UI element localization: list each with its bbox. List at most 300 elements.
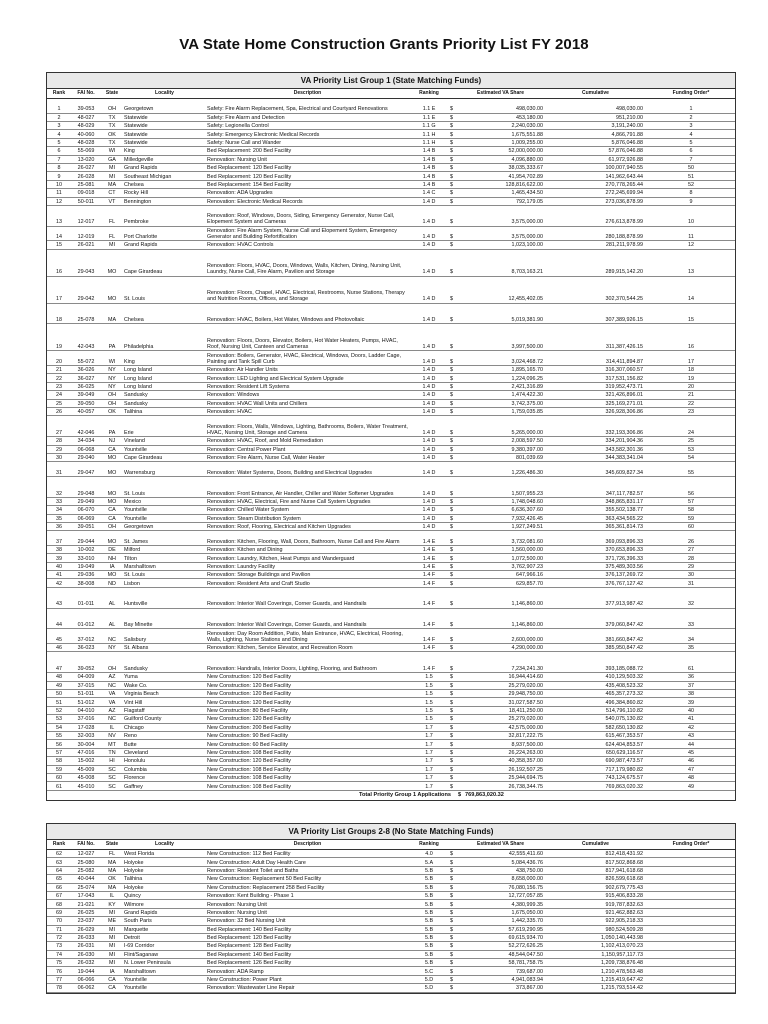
funding-order-cell: 31 xyxy=(688,580,694,587)
description-cell: Renovation: HVAC, Boilers, Hot Water, Windows and Photovoltaic xyxy=(207,317,365,324)
estimated-va-share-cell: 1,560,000.00 xyxy=(511,547,543,554)
description-cell: Renovation: Windows xyxy=(207,392,260,399)
cumulative-cell: 498,030.00 xyxy=(616,106,643,113)
estimated-va-share-cell: 5,019,381.90 xyxy=(511,317,543,324)
funding-order-cell: 8 xyxy=(689,190,693,197)
group-1-total-value: 769,863,020.32 xyxy=(465,791,504,798)
ranking-cell: 1.4 D xyxy=(422,317,436,324)
currency-cell: $ xyxy=(450,884,453,891)
rank-cell: 48 xyxy=(56,674,62,681)
fai-no-cell: 42-046 xyxy=(77,430,95,436)
ranking-cell: 1.4 F xyxy=(422,636,436,643)
locality-cell: Gaffney xyxy=(124,783,143,790)
ranking-cell: 1.4 D xyxy=(422,242,436,249)
description-cell: New Construction: 120 Bed Facility xyxy=(207,699,291,706)
state-cell: KY xyxy=(108,901,116,908)
table-row xyxy=(47,391,735,399)
fai-no-cell: 06-068 xyxy=(77,446,95,453)
state-cell: GA xyxy=(108,156,116,163)
table-row xyxy=(47,774,735,782)
cumulative-cell: 812,418,431.92 xyxy=(605,851,643,858)
ranking-cell: 5.B xyxy=(424,926,434,933)
locality-cell: Vineland xyxy=(124,438,145,445)
rank-cell: 4 xyxy=(57,131,61,138)
funding-order-cell: 10 xyxy=(688,219,694,226)
description-cell: Bed Replacement: 200 Bed Facility xyxy=(207,148,292,155)
fai-no-cell: 01-011 xyxy=(77,601,95,608)
group-2-header: VA Priority List Groups 2-8 (No State Matching Funds) xyxy=(47,824,735,840)
rank-cell: 57 xyxy=(56,749,62,756)
table-row xyxy=(47,732,735,740)
table-row xyxy=(47,934,735,942)
description-cell: New Construction: 120 Bed Facility xyxy=(207,682,291,689)
ranking-cell: 5.B xyxy=(424,867,434,874)
currency-cell: $ xyxy=(450,507,453,514)
funding-order-cell: 39 xyxy=(688,699,694,706)
estimated-va-share-cell: 5,265,000.00 xyxy=(511,430,543,436)
table-row xyxy=(47,515,735,523)
currency-cell: $ xyxy=(450,645,453,652)
ranking-cell: 1.7 xyxy=(425,724,433,731)
state-cell: MO xyxy=(107,269,117,276)
ranking-cell: 1.4 D xyxy=(422,438,436,445)
fai-no-cell: 36-023 xyxy=(77,645,95,652)
currency-cell: $ xyxy=(450,563,453,570)
state-cell: OK xyxy=(108,131,116,138)
state-cell: AL xyxy=(108,601,116,608)
cumulative-cell: 1,215,419,647.42 xyxy=(601,977,643,984)
currency-cell: $ xyxy=(450,490,453,497)
estimated-va-share-cell: 498,030.00 xyxy=(516,106,543,113)
rank-cell: 55 xyxy=(56,733,62,740)
funding-order-cell: 43 xyxy=(688,733,694,740)
currency-cell: $ xyxy=(450,926,453,933)
fai-no-cell: 39-051 xyxy=(77,524,95,531)
cumulative-cell: 376,767,127.42 xyxy=(605,580,643,587)
ranking-cell: 1.7 xyxy=(425,733,433,740)
estimated-va-share-cell: 7,932,426.45 xyxy=(511,515,543,522)
locality-cell: Reno xyxy=(124,733,137,740)
description-cell: New Construction: 108 Bed Facility xyxy=(207,766,291,773)
locality-cell: Talihina xyxy=(124,876,143,883)
cumulative-cell: 922,905,218.33 xyxy=(605,918,643,925)
currency-cell: $ xyxy=(450,682,453,689)
fai-no-cell: 45-009 xyxy=(77,766,95,773)
estimated-va-share-cell: 3,732,081.60 xyxy=(511,538,543,545)
currency-cell: $ xyxy=(450,242,453,249)
table-row xyxy=(47,99,735,114)
locality-cell: Yountville xyxy=(124,507,147,514)
funding-order-cell: 15 xyxy=(688,317,694,324)
description-cell: Renovation: Boilers, Generator, HVAC, Electrical, Windows, Doors, Ladder Cage, Painting and Tank Spill Curb xyxy=(207,352,402,365)
cumulative-cell: 311,387,426.15 xyxy=(605,344,643,351)
ranking-cell: 1.7 xyxy=(425,758,433,765)
state-cell: TX xyxy=(108,123,116,130)
currency-cell: $ xyxy=(450,469,453,476)
table-row xyxy=(47,652,735,673)
cumulative-cell: 376,137,269.72 xyxy=(605,572,643,579)
table-row xyxy=(47,757,735,765)
ranking-cell: 1.7 xyxy=(425,749,433,756)
cumulative-cell: 817,502,868.68 xyxy=(605,859,643,866)
currency-cell: $ xyxy=(450,960,453,967)
rank-cell: 71 xyxy=(56,926,62,933)
estimated-va-share-cell: 48,544,047.50 xyxy=(508,951,543,958)
table-row xyxy=(47,416,735,437)
state-cell: WI xyxy=(108,358,116,365)
cumulative-cell: 717,179,980.82 xyxy=(605,766,643,773)
fai-no-cell: 39-050 xyxy=(77,400,95,407)
table-row xyxy=(47,690,735,698)
fai-no-cell: 10-002 xyxy=(77,547,95,554)
ranking-cell: 1.7 xyxy=(425,783,433,790)
ranking-cell: 5.C xyxy=(424,968,434,975)
currency-cell: $ xyxy=(450,148,453,155)
table-row xyxy=(47,366,735,374)
locality-cell: Statewide xyxy=(124,123,148,130)
estimated-va-share-cell: 2,008,597.50 xyxy=(511,438,543,445)
locality-cell: Columbia xyxy=(124,766,147,773)
fai-no-cell: 50-011 xyxy=(77,198,95,205)
funding-order-cell: 5 xyxy=(689,139,693,146)
locality-cell: Cape Girardeau xyxy=(124,269,163,276)
estimated-va-share-cell: 8,658,000.00 xyxy=(511,876,543,883)
fai-no-cell: 51-011 xyxy=(77,691,95,698)
locality-cell: Yountville xyxy=(124,515,147,522)
description-cell: Renovation: Resident Lift Systems xyxy=(207,384,290,391)
currency-cell: $ xyxy=(450,181,453,188)
locality-cell: St. Louis xyxy=(124,490,145,497)
col-funding-order: Funding Order* xyxy=(672,841,710,847)
funding-order-cell: 51 xyxy=(688,173,694,180)
fai-no-cell: 33-010 xyxy=(77,555,95,562)
rank-cell: 77 xyxy=(56,977,62,984)
fai-no-cell: 13-020 xyxy=(77,156,95,163)
ranking-cell: 5.B xyxy=(424,951,434,958)
estimated-va-share-cell: 42,555,411.60 xyxy=(508,851,543,858)
rank-cell: 17 xyxy=(56,296,62,303)
cumulative-cell: 743,124,675.57 xyxy=(605,775,643,782)
estimated-va-share-cell: 3,575,000.00 xyxy=(511,234,543,241)
description-cell: Renovation: Floors, Chapel, HVAC, Electrical, Restrooms, Nurse Stations, Therapy and Nutrition Rooms, Offices, and Storage xyxy=(207,290,405,303)
table-row xyxy=(47,250,735,277)
estimated-va-share-cell: 8,703,163.21 xyxy=(511,269,543,276)
currency-cell: $ xyxy=(450,909,453,916)
ranking-cell: 1.4 D xyxy=(422,269,436,276)
table-row xyxy=(47,588,735,609)
col-fai-no: FAI No. xyxy=(77,90,95,96)
state-cell: SC xyxy=(108,783,116,790)
currency-cell: $ xyxy=(450,156,453,163)
funding-order-cell: 2 xyxy=(689,114,693,121)
description-cell: New Construction: Power Plant xyxy=(207,977,282,984)
fai-no-cell: 06-069 xyxy=(77,515,95,522)
table-row xyxy=(47,172,735,180)
currency-cell: $ xyxy=(450,691,453,698)
col-rank: Rank xyxy=(52,841,66,847)
currency-cell: $ xyxy=(450,114,453,121)
estimated-va-share-cell: 438,750.00 xyxy=(516,867,543,874)
locality-cell: Milledgeville xyxy=(124,156,154,163)
estimated-va-share-cell: 4,096,880.00 xyxy=(511,156,543,163)
table-row xyxy=(47,850,735,858)
funding-order-cell: 37 xyxy=(688,682,694,689)
rank-cell: 9 xyxy=(57,173,61,180)
table-row xyxy=(47,749,735,757)
rank-cell: 56 xyxy=(56,741,62,748)
ranking-cell: 1.5 xyxy=(425,699,433,706)
fai-no-cell: 04-009 xyxy=(77,674,95,681)
funding-order-cell: 56 xyxy=(688,490,694,497)
currency-cell: $ xyxy=(450,674,453,681)
fai-no-cell: 06-070 xyxy=(77,507,95,514)
rank-cell: 7 xyxy=(57,156,61,163)
currency-cell: $ xyxy=(450,173,453,180)
cumulative-cell: 902,679,775.43 xyxy=(605,884,643,891)
estimated-va-share-cell: 1,224,096.25 xyxy=(511,375,543,382)
fai-no-cell: 26-031 xyxy=(77,943,95,950)
estimated-va-share-cell: 2,240,030.00 xyxy=(511,123,543,130)
state-cell: PA xyxy=(108,430,116,436)
fai-no-cell: 29-047 xyxy=(77,469,95,476)
table-row xyxy=(47,164,735,172)
description-cell: Renovation: 32 Bed Nursing Unit xyxy=(207,918,286,925)
state-cell: MI xyxy=(109,943,115,950)
group-2-column-headers xyxy=(47,840,735,850)
funding-order-cell: 25 xyxy=(688,438,694,445)
locality-cell: Sandusky xyxy=(124,400,148,407)
fai-no-cell: 26-033 xyxy=(77,935,95,942)
cumulative-cell: 650,629,116.57 xyxy=(605,749,643,756)
fai-no-cell: 06-066 xyxy=(77,977,95,984)
estimated-va-share-cell: 1,072,500.00 xyxy=(511,555,543,562)
table-row xyxy=(47,942,735,950)
description-cell: Safety: Nurse Call and Wander xyxy=(207,139,282,146)
description-cell: New Construction: 90 Bed Facility xyxy=(207,733,288,740)
cumulative-cell: 334,201,904.36 xyxy=(605,438,643,445)
group-1-header: VA Priority List Group 1 (State Matching Funds) xyxy=(47,73,735,89)
rank-cell: 74 xyxy=(56,951,62,958)
state-cell: VA xyxy=(108,699,116,706)
estimated-va-share-cell: 26,224,263.00 xyxy=(508,749,543,756)
fai-no-cell: 48-027 xyxy=(77,114,95,121)
ranking-cell: 1.4 D xyxy=(422,392,436,399)
state-cell: VA xyxy=(108,691,116,698)
currency-cell: $ xyxy=(450,622,453,629)
description-cell: Renovation: Kitchen, Flooring, Wall, Doors, Bathroom, Nurse Call and Fire Alarm xyxy=(207,538,400,545)
estimated-va-share-cell: 26,738,344.75 xyxy=(508,783,543,790)
funding-order-cell: 33 xyxy=(688,622,694,629)
funding-order-cell: 21 xyxy=(688,392,694,399)
estimated-va-share-cell: 1,023,100.00 xyxy=(511,242,543,249)
funding-order-cell: 40 xyxy=(688,708,694,714)
estimated-va-share-cell: 52,000,000.00 xyxy=(508,148,543,155)
description-cell: Bed Replacement: 126 Bed Facility xyxy=(207,960,292,967)
group-1-total-label: Total Priority Group 1 Applications xyxy=(359,791,451,798)
estimated-va-share-cell: 3,762,907.23 xyxy=(511,563,543,570)
table-row xyxy=(47,114,735,122)
rank-cell: 33 xyxy=(56,498,62,505)
funding-order-cell: 30 xyxy=(688,572,694,579)
rank-cell: 54 xyxy=(56,724,62,731)
locality-cell: Chelsea xyxy=(124,181,144,188)
currency-cell: $ xyxy=(450,165,453,172)
locality-cell: Detroit xyxy=(124,935,140,942)
rank-cell: 22 xyxy=(56,375,62,382)
state-cell: MO xyxy=(107,538,117,545)
state-cell: NV xyxy=(108,733,116,740)
cumulative-cell: 61,972,926.88 xyxy=(608,156,643,163)
fai-no-cell: 23-037 xyxy=(77,918,95,925)
rank-cell: 76 xyxy=(56,968,62,975)
description-cell: Renovation: Electronic Medical Records xyxy=(207,198,303,205)
description-cell: Bed Replacement: 154 Bed Facility xyxy=(207,181,292,188)
state-cell: OK xyxy=(108,876,116,883)
state-cell: WI xyxy=(108,148,116,155)
table-row xyxy=(47,383,735,391)
table-row xyxy=(47,156,735,164)
locality-cell: Port Charlotte xyxy=(124,234,158,241)
locality-cell: West Florida xyxy=(124,851,155,858)
locality-cell: St. James xyxy=(124,538,148,545)
cumulative-cell: 540,075,130.82 xyxy=(605,716,643,723)
rank-cell: 58 xyxy=(56,758,62,765)
funding-order-cell: 20 xyxy=(688,384,694,391)
estimated-va-share-cell: 7,234,241.30 xyxy=(511,666,543,673)
fai-no-cell: 37-015 xyxy=(77,682,95,689)
table-row xyxy=(47,926,735,934)
estimated-va-share-cell: 6,636,307.60 xyxy=(511,507,543,514)
rank-cell: 13 xyxy=(56,219,62,226)
rank-cell: 42 xyxy=(56,580,62,587)
description-cell: Bed Replacement: 128 Bed Facility xyxy=(207,943,292,950)
funding-order-cell: 17 xyxy=(688,358,694,365)
cumulative-cell: 582,650,130.82 xyxy=(605,724,643,731)
estimated-va-share-cell: 1,748,048.60 xyxy=(511,498,543,505)
cumulative-cell: 345,609,827.34 xyxy=(605,469,643,476)
currency-cell: $ xyxy=(450,876,453,883)
state-cell: DE xyxy=(108,547,116,554)
table-row xyxy=(47,374,735,382)
fai-no-cell: 09-018 xyxy=(77,190,95,197)
table-row xyxy=(47,909,735,917)
rank-cell: 38 xyxy=(56,547,62,554)
rank-cell: 14 xyxy=(56,234,62,241)
estimated-va-share-cell: 1,226,486.30 xyxy=(511,469,543,476)
state-cell: NC xyxy=(108,716,116,723)
currency-cell: $ xyxy=(450,749,453,756)
state-cell: MO xyxy=(107,469,117,476)
currency-cell: $ xyxy=(450,400,453,407)
cumulative-cell: 325,169,271.01 xyxy=(605,400,643,407)
locality-cell: Milford xyxy=(124,547,141,554)
col-rank: Rank xyxy=(52,90,66,96)
cumulative-cell: 1,050,140,443.98 xyxy=(601,935,643,942)
group-1-rows xyxy=(47,99,735,791)
state-cell: ND xyxy=(108,580,116,587)
description-cell: Bed Replacement: 120 Bed Facility xyxy=(207,935,292,942)
description-cell: Renovation: HVAC Wall Units and Chillers xyxy=(207,400,308,407)
estimated-va-share-cell: 647,966.16 xyxy=(516,572,543,579)
currency-cell: $ xyxy=(450,219,453,226)
description-cell: Renovation: Front Entrance, Air Handler, Chiller and Water Softener Upgrades xyxy=(207,490,394,497)
locality-cell: Guilford County xyxy=(124,716,162,723)
estimated-va-share-cell: 739,687.00 xyxy=(516,968,543,975)
funding-order-cell: 16 xyxy=(688,344,694,351)
estimated-va-share-cell: 1,759,035.85 xyxy=(511,409,543,416)
fai-no-cell: 55-072 xyxy=(77,358,95,365)
rank-cell: 46 xyxy=(56,645,62,652)
locality-cell: Long Island xyxy=(124,367,152,374)
funding-order-cell: 13 xyxy=(688,269,694,276)
rank-cell: 44 xyxy=(56,622,62,629)
currency-cell: $ xyxy=(450,775,453,782)
description-cell: Renovation: Resident Arts and Craft Studio xyxy=(207,580,310,587)
description-cell: New Construction: Replacement 50 Bed Facility xyxy=(207,876,322,883)
estimated-va-share-cell: 9,380,397.00 xyxy=(511,446,543,453)
fai-no-cell: 37-016 xyxy=(77,716,95,723)
estimated-va-share-cell: 629,857.70 xyxy=(516,580,543,587)
fai-no-cell: 01-012 xyxy=(77,622,95,629)
ranking-cell: 1.5 xyxy=(425,708,433,714)
description-cell: New Construction: 108 Bed Facility xyxy=(207,783,291,790)
funding-order-cell: 1 xyxy=(689,106,693,113)
currency-cell: $ xyxy=(450,708,453,714)
description-cell: New Construction: Replacement 258 Bed Facility xyxy=(207,884,325,891)
funding-order-cell: 48 xyxy=(688,775,694,782)
state-cell: SC xyxy=(108,775,116,782)
description-cell: New Construction: 112 Bed Facility xyxy=(207,851,291,858)
state-cell: NC xyxy=(108,682,116,689)
state-cell: IA xyxy=(109,968,115,975)
estimated-va-share-cell: 1,895,165.70 xyxy=(511,367,543,374)
col-ranking: Ranking xyxy=(419,841,439,847)
state-cell: MO xyxy=(107,490,117,497)
ranking-cell: 1.1 H xyxy=(422,139,436,146)
table-row xyxy=(47,462,735,477)
currency-cell: $ xyxy=(450,699,453,706)
description-cell: Renovation: Kitchen and Dining xyxy=(207,547,283,554)
state-cell: NY xyxy=(108,645,116,652)
cumulative-cell: 347,117,782.57 xyxy=(605,490,643,497)
currency-cell: $ xyxy=(450,358,453,365)
cumulative-cell: 690,987,473.57 xyxy=(605,758,643,765)
rank-cell: 25 xyxy=(56,400,62,407)
rank-cell: 37 xyxy=(56,538,62,545)
description-cell: Renovation: Kent Building - Phase 1 xyxy=(207,893,294,900)
state-cell: MO xyxy=(107,455,117,462)
description-cell: Renovation: HVAC xyxy=(207,409,252,416)
description-cell: Renovation: Roof, Flooring, Electrical and Kitchen Upgrades xyxy=(207,524,351,531)
cumulative-cell: 514,796,110.82 xyxy=(605,708,643,714)
funding-order-cell: 9 xyxy=(689,198,693,205)
table-row xyxy=(47,181,735,189)
fai-no-cell: 51-012 xyxy=(77,699,95,706)
ranking-cell: 5.B xyxy=(424,935,434,942)
funding-order-cell: 23 xyxy=(688,409,694,416)
ranking-cell: 5.B xyxy=(424,884,434,891)
currency-cell: $ xyxy=(450,455,453,462)
table-row xyxy=(47,740,735,748)
table-row xyxy=(47,644,735,652)
ranking-cell: 1.4 D xyxy=(422,296,436,303)
table-row xyxy=(47,324,735,351)
funding-order-cell: 55 xyxy=(688,469,694,476)
description-cell: Renovation: Floors, HVAC, Doors, Windows, Walls, Kitchen, Dining, Nursing Unit, Laundry, Nurse Call, Fire Alarm, Pavilion and Storage xyxy=(207,263,402,276)
locality-cell: St. Louis xyxy=(124,572,145,579)
estimated-va-share-cell: 1,675,050.00 xyxy=(511,909,543,916)
state-cell: SC xyxy=(108,766,116,773)
